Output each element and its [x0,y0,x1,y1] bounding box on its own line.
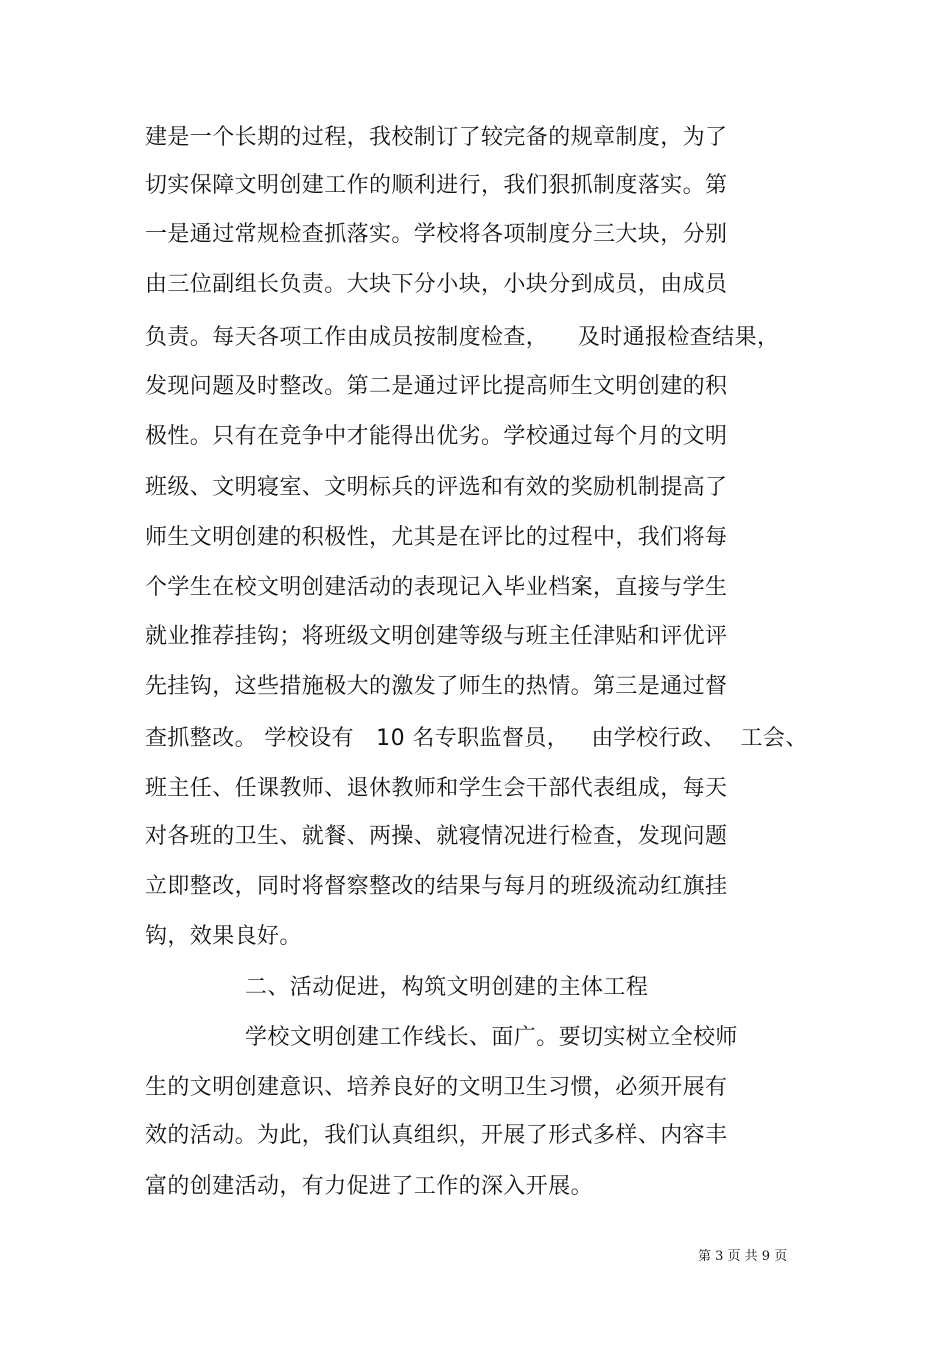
section-text-line: 生的文明创建意识、培养良好的文明卫生习惯，必须开展有 [145,1075,728,1100]
body-text-line: 师生文明创建的积极性，尤其是在评比的过程中，我们将每 [145,525,728,550]
section-text-line: 富的创建活动，有力促进了工作的深入开展。 [145,1174,594,1199]
body-text-line: 先挂钩，这些措施极大的激发了师生的热情。第三是通过督 [145,674,728,699]
body-text-line: 班主任、任课教师、退休教师和学生会干部代表组成，每天 [145,776,728,801]
section-heading: 二、活动促进，构筑文明创建的主体工程 [245,975,649,1000]
body-text-line: 查抓整改。 学校设有 10 名专职监督员， 由学校行政、 工会、 [145,726,808,751]
body-text-line: 极性。只有在竞争中才能得出优劣。学校通过每个月的文明 [145,424,728,449]
body-text-line: 由三位副组长负责。大块下分小块，小块分到成员，由成员 [145,272,728,297]
body-text-line: 负责。每天各项工作由成员按制度检查， 及时通报检查结果， [145,325,780,350]
body-text-line: 建是一个长期的过程，我校制订了较完备的规章制度，为了 [145,125,728,150]
body-text-line: 对各班的卫生、就餐、两操、就寝情况进行检查，发现问题 [145,824,728,849]
body-text-line: 一是通过常规检查抓落实。学校将各项制度分三大块，分别 [145,222,728,247]
body-text-line: 班级、文明寝室、文明标兵的评选和有效的奖励机制提高了 [145,475,728,500]
body-text-line: 立即整改，同时将督察整改的结果与每月的班级流动红旗挂 [145,874,728,899]
page-footer: 第 3 页 共 9 页 [698,1249,788,1264]
body-text-line: 发现问题及时整改。第二是通过评比提高师生文明创建的积 [145,374,728,399]
body-text-line: 切实保障文明创建工作的顺利进行，我们狠抓制度落实。第 [145,173,728,198]
body-text-line: 钩，效果良好。 [145,924,302,949]
body-text-line: 就业推荐挂钩；将班级文明创建等级与班主任津贴和评优评 [145,624,728,649]
section-text-line: 学校文明创建工作线长、面广。要切实树立全校师 [245,1025,738,1050]
section-text-line: 效的活动。为此，我们认真组织，开展了形式多样、内容丰 [145,1123,728,1148]
body-text-line: 个学生在校文明创建活动的表现记入毕业档案，直接与学生 [145,575,728,600]
